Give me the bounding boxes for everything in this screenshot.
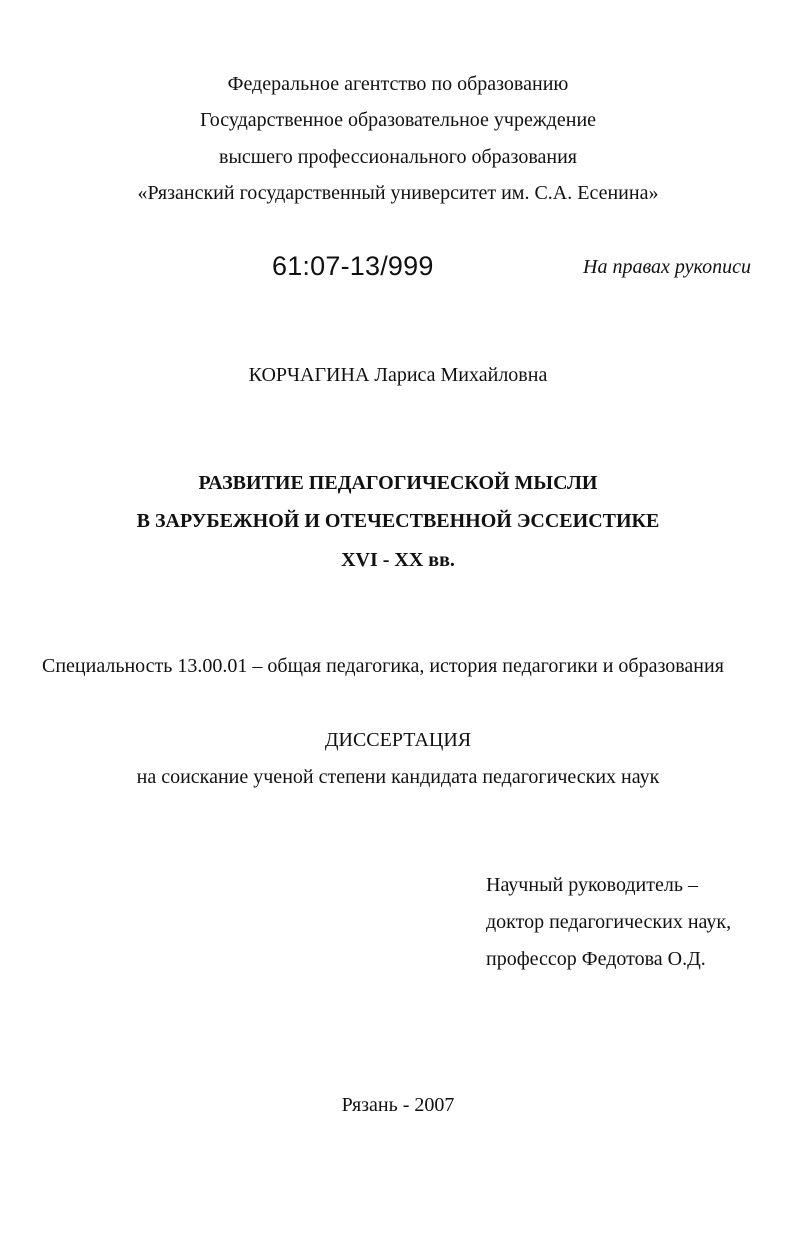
dissertation-title-line-1: РАЗВИТИЕ ПЕДАГОГИЧЕСКОЙ МЫСЛИ (198, 472, 598, 494)
supervisor-degree: доктор педагогических наук, (486, 911, 732, 933)
organization-line-education-level: высшего профессионального образования (219, 146, 577, 168)
supervisor-name: профессор Федотова О.Д. (486, 948, 706, 970)
dissertation-title-line-2: В ЗАРУБЕЖНОЙ И ОТЕЧЕСТВЕННОЙ ЭССЕИСТИКЕ (136, 510, 660, 532)
catalog-code: 61:07-13/999 (272, 251, 434, 281)
dissertation-purpose: на соискание ученой степени кандидата педагогических наук (136, 766, 660, 788)
dissertation-title-period: XVI - XX вв. (341, 549, 455, 571)
organization-line-agency: Федеральное агентство по образованию (227, 73, 569, 95)
supervisor-role: Научный руководитель – (486, 874, 698, 896)
dissertation-label: ДИССЕРТАЦИЯ (324, 729, 472, 751)
author-name: КОРЧАГИНА Лариса Михайловна (248, 364, 548, 386)
manuscript-rights-note: На правах рукописи (583, 256, 751, 278)
city-and-year: Рязань - 2007 (341, 1094, 455, 1116)
organization-line-institution-type: Государственное образовательное учреждение (199, 109, 597, 131)
organization-line-university: «Рязанский государственный университет им. С.А. Есенина» (137, 182, 659, 204)
specialty-line: Специальность 13.00.01 – общая педагогика, история педагогики и образования (42, 655, 724, 677)
